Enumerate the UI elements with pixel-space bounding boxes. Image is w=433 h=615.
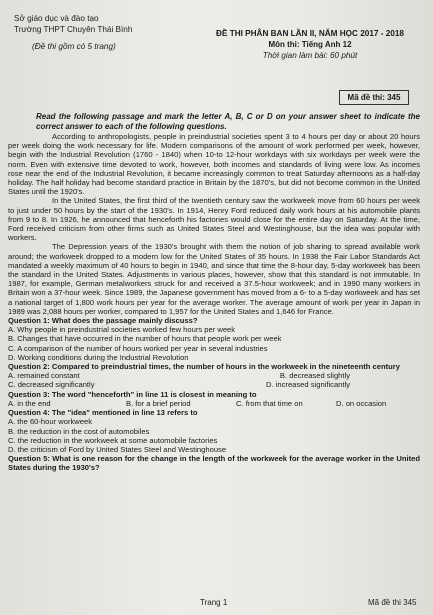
answer-option: D. on occasion (336, 398, 387, 408)
page-number: Trang 1 (200, 598, 228, 607)
exam-code-box: Mã đề thi: 345 (339, 90, 409, 105)
exam-time: Thời gian làm bài: 60 phút (262, 51, 358, 60)
answer-option: B. Changes that have occurred in the number of hours that people work per week (8, 334, 282, 344)
instruction-text: Read the following passage and mark the letter A, B, C or D on your answer sheet to indicate the correct answer to each of the following questions. (36, 112, 420, 131)
answer-option: A. in the end (8, 398, 51, 408)
answer-option: A. Why people in preindustrial societies worked few hours per week (8, 325, 236, 335)
header-right (190, 28, 430, 61)
school-name: Trường THPT Chuyên Thái Bình (14, 25, 133, 34)
exam-body (8, 112, 420, 473)
exam-subject: Môn thi: Tiếng Anh 12 (268, 40, 352, 49)
header-left (14, 13, 184, 52)
answer-option: D. the criticism of Ford by United States Steel and Westinghouse (8, 444, 227, 454)
footer-exam-code: Mã đề thi 345 (368, 598, 417, 607)
question-stem: Question 4: The "idea" mentioned in line 13 refers to (8, 408, 198, 418)
answer-option: C. from that time on (236, 398, 303, 408)
answer-option: C. A comparison of the number of hours worked per year in several industries (8, 343, 268, 353)
answer-option: A. the 60-hour workweek (8, 417, 92, 427)
answer-options-row (8, 399, 420, 408)
answer-option: B. the reduction in the cost of automobiles (8, 426, 150, 436)
exam-title: ĐỀ THI PHÂN BAN LẦN II, NĂM HỌC 2017 - 2018 (216, 29, 404, 38)
answer-options-row (8, 371, 420, 380)
question-stem: Question 5: What is one reason for the change in the length of the workweek for the average worker in the United States during the 1930's? (8, 454, 420, 473)
answer-options-row (8, 380, 420, 389)
passage-paragraph: The Depression years of the 1930's brought with them the notion of job sharing to spread available work around; the workweek dropped to a modern low for the United States of 35 hours. In 1938 the Fair Labor Standards Act mandated a weekly maximum of 40 hours to begin in 1940, and since that time the 8-hour day, 5-day workweek has been the standard in the United States. Adjustments in various places, however, show that this standard is not immutable. In 1987, for example, German metalworkers struck for and received a 37.5-hour workweek; and in 1990 many workers in Britain won a 37-hour week. Since 1989, the Japanese government has moved from a 6- to a 5-day workweek and has set a national target of 1,800 work hours per year for the average worker. The average amount of work per year in Japan in 1989 was 2,088 hours per worker, compared to 1,957 for the United States and 1,646 for France. (8, 242, 420, 316)
answer-option: B. decreased slightly (279, 371, 350, 381)
answer-option: C. the reduction in the workweek at some automobile factories (8, 435, 218, 445)
pages-note: (Đề thi gồm có 5 trang) (32, 42, 116, 51)
answer-option: D. increased significantly (266, 380, 350, 390)
passage-paragraph: In the United States, the first third of the twentieth century saw the workweek move from 60 hours per week to just under 50 hours by the start of the 1930's. In 1914, Henry Ford reduced daily work hours at his automobile plants from 9 to 8. In 1926, he announced that henceforth his factories would close for the entire day on Saturday. At the time, Ford received criticism from other firms such as United States Steel and Westinghouse, but the idea was popular with workers. (8, 196, 420, 243)
question-stem: Question 2: Compared to preindustrial times, the number of hours in the workweek in the nineteenth century (8, 362, 400, 372)
answer-option: C. decreased significantly (8, 380, 95, 390)
answer-option: D. Working conditions during the Industrial Revolution (8, 352, 189, 362)
question-stem: Question 1: What does the passage mainly discuss? (8, 316, 198, 326)
question-stem: Question 3: The word "henceforth" in line 11 is closest in meaning to (8, 389, 257, 399)
passage-paragraph: According to anthropologists, people in preindustrial societies spent 3 to 4 hours per day or about 20 hours per week doing the work necessary for life. Modern comparisons of the amount of work performed per week, however, begin with the Industrial Revolution (1760 - 1840) when 10-to 12-hour workdays with six workdays per week were the norm. Even with extensive time devoted to work, however, both incomes and standards of living were low. As incomes rose near the end of the Industrial Revolution, it became increasingly common to treat Saturday afternoons as a half-day holiday. The half holiday had become standard practice in Britain by the 1870's, but did not become common in the United States until the 1920's. (8, 132, 420, 197)
answer-option: B. for a brief period (126, 398, 191, 408)
answer-option: A. remained constant (8, 371, 80, 381)
department-name: Sở giáo dục và đào tạo (14, 14, 99, 23)
